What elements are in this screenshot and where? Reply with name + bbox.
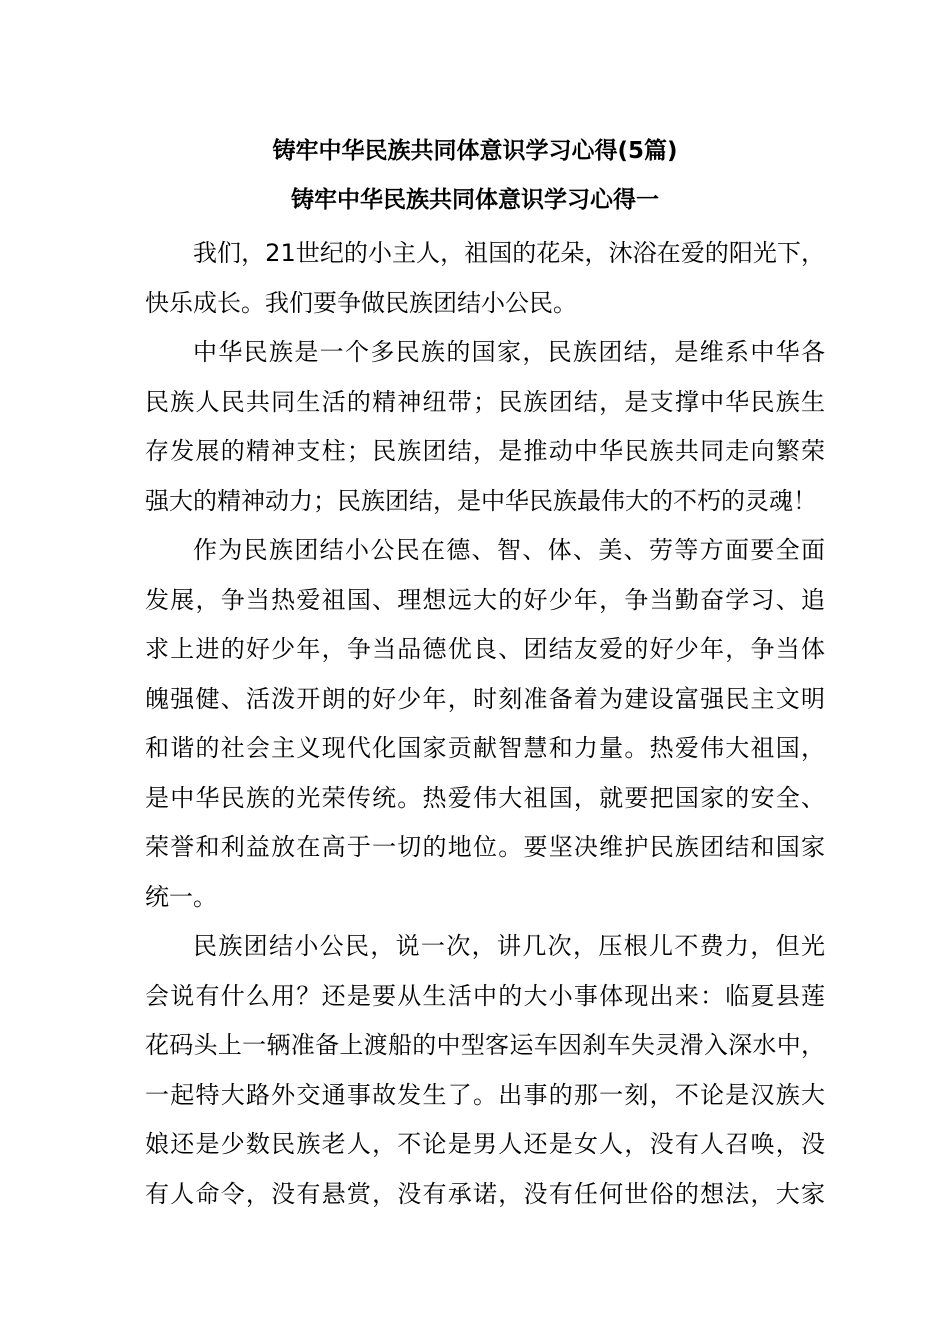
text-line: 统一。 <box>145 882 217 911</box>
text-line: 有人命令，没有悬赏，没有承诺，没有任何世俗的想法，大家 <box>145 1179 825 1208</box>
text-line: 魄强健、活泼开朗的好少年，时刻准备着为建设富强民主文明 <box>145 684 825 713</box>
text-line: 强大的精神动力；民族团结，是中华民族最伟大的不朽的灵魂！ <box>145 486 817 515</box>
text-line: 我们，21世纪的小主人，祖国的花朵，沐浴在爱的阳光下， <box>193 239 825 267</box>
text-line: 一起特大路外交通事故发生了。出事的那一刻，不论是汉族大 <box>145 1080 825 1109</box>
text-line: 民族团结小公民，说一次，讲几次，压根儿不费力，但光 <box>193 932 825 960</box>
paragraph <box>145 526 825 922</box>
text-line: 作为民族团结小公民在德、智、体、美、劳等方面要全面 <box>193 536 825 564</box>
text-line: 求上进的好少年，争当品德优良、团结友爱的好少年，争当体 <box>145 635 825 663</box>
document-subtitle: 铸牢中华民族共同体意识学习心得一 <box>291 187 659 213</box>
text-line: 中华民族是一个多民族的国家，民族团结，是维系中华各 <box>193 338 825 366</box>
text-line: 是中华民族的光荣传统。热爱伟大祖国，就要把国家的安全、 <box>145 783 825 812</box>
paragraph <box>145 328 825 526</box>
text-line: 发展，争当热爱祖国、理想远大的好少年，争当勤奋学习、追 <box>145 585 825 614</box>
document-title: 铸牢中华民族共同体意识学习心得(5篇) <box>272 138 678 164</box>
text-line: 快乐成长。我们要争做民族团结小公民。 <box>145 288 577 317</box>
text-line: 民族人民共同生活的精神纽带；民族团结，是支撑中华民族生 <box>145 387 825 416</box>
text-line: 花码头上一辆准备上渡船的中型客运车因刹车失灵滑入深水中， <box>145 1031 825 1059</box>
text-line: 娘还是少数民族老人，不论是男人还是女人，没有人召唤，没 <box>145 1130 825 1158</box>
document-body <box>145 229 825 1219</box>
text-line: 会说有什么用？还是要从生活中的大小事体现出来：临夏县莲 <box>145 981 825 1010</box>
paragraph <box>145 922 825 1219</box>
paragraph <box>145 229 825 328</box>
text-line: 和谐的社会主义现代化国家贡献智慧和力量。热爱伟大祖国， <box>145 734 825 762</box>
text-line: 存发展的精神支柱；民族团结，是推动中华民族共同走向繁荣 <box>145 437 825 465</box>
text-line: 荣誉和利益放在高于一切的地位。要坚决维护民族团结和国家 <box>145 833 825 861</box>
